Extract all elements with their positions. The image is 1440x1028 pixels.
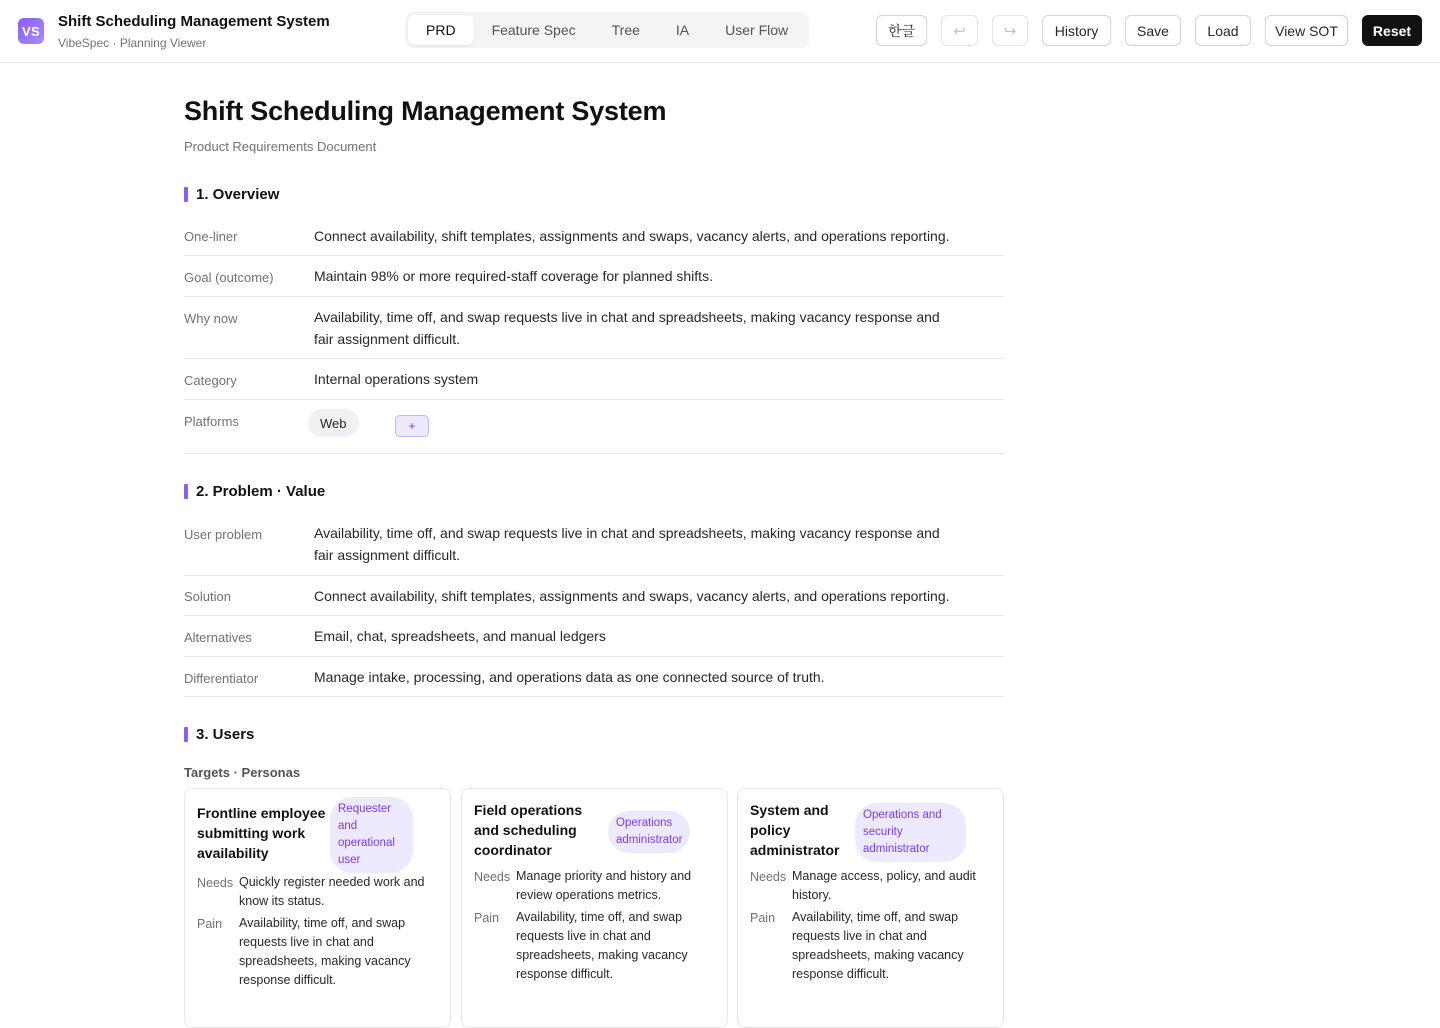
redo-button[interactable] [992, 15, 1028, 46]
persona-role-badge: Operations administrator [608, 811, 690, 853]
add-platform-button[interactable]: + [395, 415, 429, 437]
field-label: Solution [184, 589, 231, 604]
field-value[interactable]: Availability, time off, and swap requests live in chat and spreadsheets, making vacancy response and fair assignment difficult. [314, 525, 940, 563]
needs-label: Needs [474, 870, 511, 884]
persona-role-badge: Operations and security administrator [855, 803, 966, 862]
problem-row-user-problem [184, 513, 1004, 576]
section-users-heading: 3. Users [184, 726, 254, 743]
tab-user-flow[interactable]: User Flow [725, 22, 789, 38]
overview-row-why-now [184, 297, 1004, 359]
document-title: Shift Scheduling Management System [184, 96, 667, 126]
view-sot-button[interactable]: View SOT [1265, 15, 1348, 46]
persona-card[interactable] [184, 788, 451, 1028]
persona-title: Frontline employee submitting work availability [197, 805, 326, 861]
section-problem-heading: 2. Problem · Value [184, 483, 325, 500]
undo-icon: ↩ [953, 22, 966, 40]
field-label: User problem [184, 527, 263, 542]
app-subtitle: VibeSpec · Planning Viewer [58, 36, 207, 50]
field-label: One-liner [184, 229, 238, 244]
history-button[interactable]: History [1042, 15, 1111, 46]
redo-icon: ↪ [1003, 22, 1017, 40]
persona-title: Field operations and scheduling coordinator [474, 802, 583, 858]
field-value[interactable]: Availability, time off, and swap requests live in chat and spreadsheets, making vacancy response and fair assignment difficult. [314, 309, 940, 347]
tab-tree[interactable]: Tree [611, 22, 640, 38]
tab-feature-spec[interactable]: Feature Spec [491, 22, 576, 38]
needs-value: Manage access, policy, and audit history. [792, 869, 976, 902]
persona-card[interactable] [737, 788, 1004, 1028]
problem-row-alternatives [184, 616, 1004, 657]
reset-button[interactable]: Reset [1362, 15, 1422, 46]
app-title: Shift Scheduling Management System [58, 13, 330, 30]
field-label: Alternatives [184, 630, 252, 645]
pain-value: Availability, time off, and swap requests live in chat and spreadsheets, making vacancy response difficult. [516, 910, 688, 981]
platform-chip-web[interactable]: Web [308, 409, 359, 437]
overview-row-one-liner [184, 216, 1004, 256]
field-value[interactable]: Connect availability, shift templates, assignments and swaps, vacancy alerts, and operations reporting. [314, 588, 950, 604]
field-label: Why now [184, 311, 238, 326]
top-bar [0, 0, 1440, 63]
persona-role-badge: Requester and operational user [330, 797, 413, 873]
field-value[interactable]: Internal operations system [314, 371, 479, 387]
field-label: Platforms [184, 414, 239, 429]
view-tabs [405, 12, 809, 48]
field-value[interactable]: Email, chat, spreadsheets, and manual ledgers [314, 628, 606, 644]
save-button[interactable]: Save [1125, 15, 1181, 46]
needs-label: Needs [750, 870, 787, 884]
field-label: Category [184, 373, 237, 388]
pain-value: Availability, time off, and swap requests live in chat and spreadsheets, making vacancy response difficult. [239, 916, 411, 987]
needs-value: Quickly register needed work and know its status. [239, 875, 425, 908]
needs-value: Manage priority and history and review operations metrics. [516, 869, 692, 902]
tab-ia[interactable]: IA [675, 22, 690, 38]
undo-button[interactable] [941, 15, 978, 46]
pain-value: Availability, time off, and swap requests live in chat and spreadsheets, making vacancy response difficult. [792, 910, 964, 981]
pain-label: Pain [474, 911, 500, 925]
pain-label: Pain [197, 917, 223, 931]
language-toggle-button[interactable]: 한글 [876, 15, 927, 46]
problem-row-differentiator [184, 657, 1004, 697]
load-button[interactable]: Load [1195, 15, 1251, 46]
document-subtitle: Product Requirements Document [184, 139, 377, 154]
persona-title: System and policy administrator [750, 802, 840, 858]
pain-label: Pain [750, 911, 776, 925]
persona-card[interactable] [461, 788, 728, 1028]
app-logo: VS [18, 18, 44, 44]
field-value[interactable]: Manage intake, processing, and operations data as one connected source of truth. [314, 669, 825, 685]
overview-row-category [184, 359, 1004, 400]
field-value[interactable]: Maintain 98% or more required-staff coverage for planned shifts. [314, 268, 713, 284]
tab-prd[interactable]: PRD [408, 15, 474, 45]
field-value[interactable]: Connect availability, shift templates, assignments and swaps, vacancy alerts, and operations reporting. [314, 228, 950, 244]
personas-subheading: Targets · Personas [184, 765, 301, 780]
needs-label: Needs [197, 876, 234, 890]
overview-row-goal [184, 256, 1004, 297]
problem-row-solution [184, 576, 1004, 616]
overview-row-platforms [184, 400, 1004, 454]
field-label: Differentiator [184, 671, 259, 686]
section-overview-heading: 1. Overview [184, 186, 279, 203]
field-label: Goal (outcome) [184, 270, 274, 285]
